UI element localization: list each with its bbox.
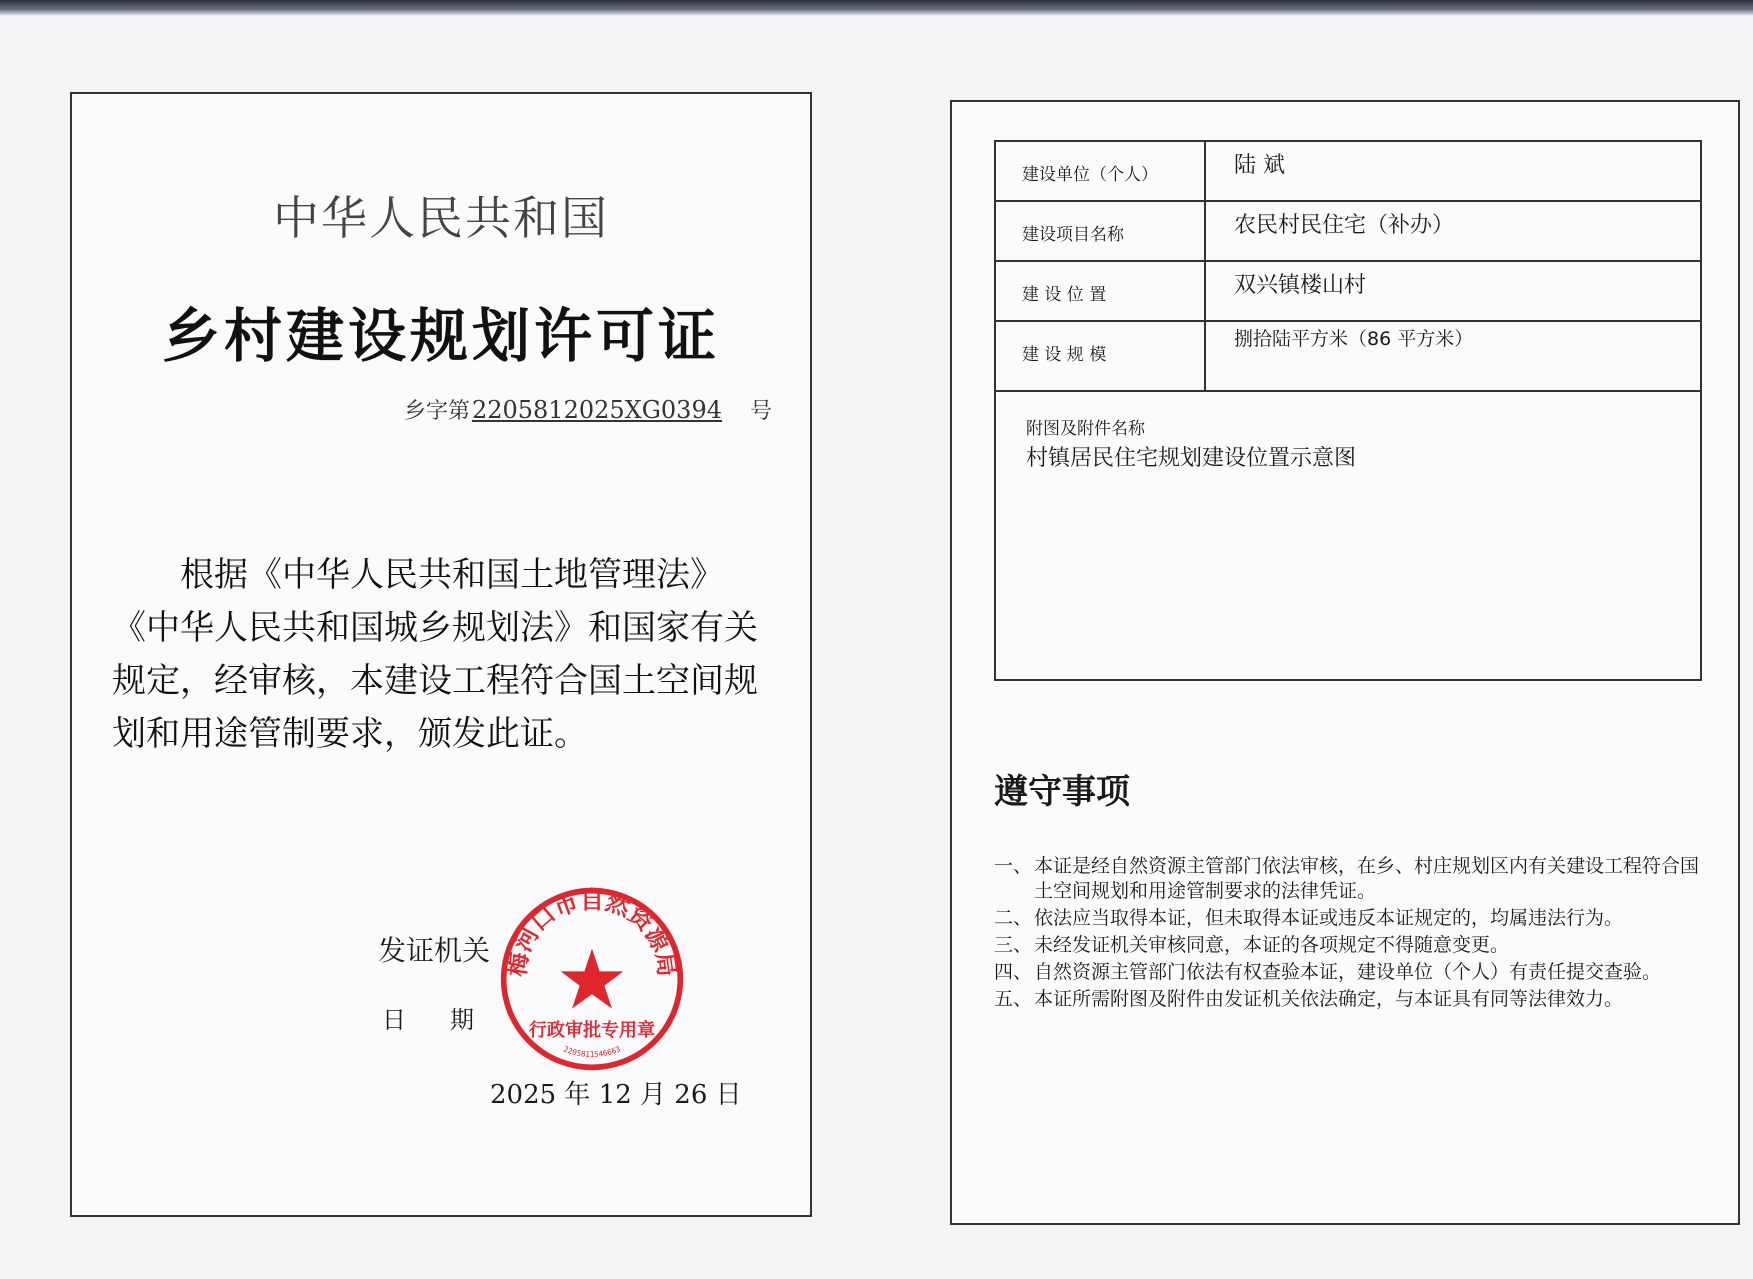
- row-value: 陆 斌: [1205, 141, 1701, 201]
- issuer-label: 发证机关: [378, 934, 491, 967]
- date-label: 日期: [382, 1006, 518, 1034]
- row-value: 捌拾陆平方米（86 平方米）: [1205, 321, 1701, 391]
- row-value: 双兴镇楼山村: [1205, 261, 1701, 321]
- number-value: 2205812025XG0394: [471, 396, 722, 424]
- country-name: 中华人民共和国: [273, 191, 609, 245]
- attachments-label: 附图及附件名称: [1026, 419, 1145, 439]
- table-row: [995, 261, 1701, 321]
- certificate-number: [404, 394, 772, 425]
- row-label: 建 设 规 模: [995, 321, 1205, 391]
- list-item: [994, 933, 1714, 958]
- term-text: 本证是经自然资源主管部门依法审核，在乡、村庄规划区内有关建设工程符合国土空间规划和用途管制要求的法律凭证。: [1034, 855, 1700, 902]
- issue-date: 2025 年 12 月 26 日: [490, 1080, 742, 1110]
- project-info-table: [994, 140, 1702, 681]
- obey-section-title: 遵守事项: [994, 772, 1130, 812]
- certificate-back-page: [950, 100, 1740, 1225]
- row-label: 建 设 位 置: [995, 261, 1205, 321]
- seal-star-icon: [561, 949, 624, 1009]
- row-label: 建设项目名称: [995, 201, 1205, 261]
- list-item: [994, 960, 1714, 985]
- row-label: 建设单位（个人）: [995, 141, 1205, 201]
- term-number: 一、: [994, 855, 1033, 877]
- term-number: 五、: [994, 988, 1033, 1010]
- table-row: [995, 321, 1701, 391]
- seal-serial: 2205811546663: [562, 1044, 622, 1059]
- term-text: 自然资源主管部门依法有权查验本证，建设单位（个人）有责任提交查验。: [1034, 961, 1662, 983]
- seal-top-text: 梅河口市自然资源局: [502, 886, 682, 979]
- certificate-body: 根据《中华人民共和国土地管理法》《中华人民共和国城乡规划法》和国家有关规定，经审核，本建设工程符合国土空间规划和用途管制要求，颁发此证。: [112, 555, 758, 754]
- number-suffix: 号: [749, 399, 772, 424]
- number-prefix: 乡字第: [403, 399, 470, 424]
- seal-bottom-text: 行政审批专用章: [528, 1020, 656, 1041]
- term-text: 未经发证机关审核同意，本证的各项规定不得随意变更。: [1034, 934, 1510, 956]
- list-item: [994, 906, 1714, 931]
- attachments-value: 村镇居民住宅规划建设位置示意图: [1026, 446, 1357, 471]
- term-text: 本证所需附图及附件由发证机关依法确定，与本证具有同等法律效力。: [1034, 988, 1624, 1010]
- official-seal-stamp: [497, 884, 687, 1074]
- term-number: 二、: [994, 907, 1033, 929]
- top-edge-shadow: [0, 0, 1753, 16]
- certificate-front-page: [70, 92, 812, 1217]
- attachments-row: [995, 391, 1701, 680]
- table-row: [995, 141, 1701, 201]
- row-value: 农民村民住宅（补办）: [1205, 201, 1701, 261]
- certificate-title: 乡村建设规划许可证: [161, 302, 720, 370]
- term-number: 三、: [994, 934, 1033, 956]
- attachments-cell: [995, 391, 1701, 680]
- term-text: 依法应当取得本证，但未取得本证或违反本证规定的，均属违法行为。: [1034, 907, 1624, 929]
- list-item: [994, 854, 1714, 904]
- table-row: [995, 201, 1701, 261]
- term-number: 四、: [994, 961, 1033, 983]
- list-item: [994, 987, 1714, 1012]
- terms-list: [994, 854, 1714, 1014]
